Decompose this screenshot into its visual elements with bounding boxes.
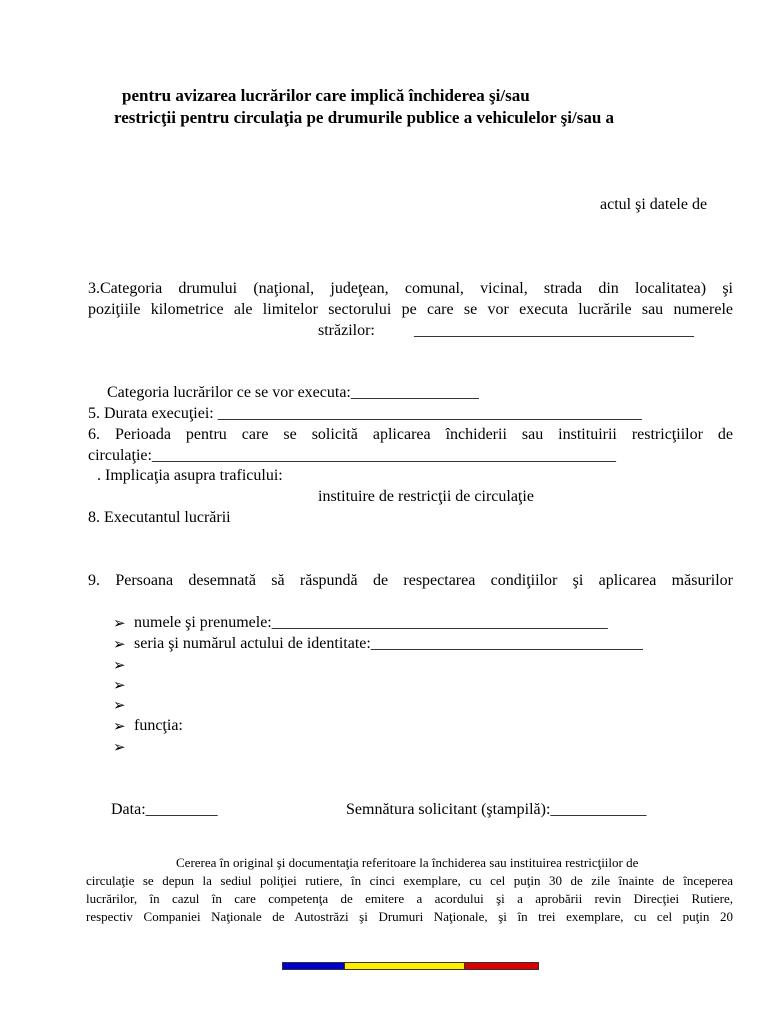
section3-line-2: poziţiile kilometrice ale limitelor sectorului pe care se vor executa lucrările sau numerele [88, 301, 733, 318]
arrow-bullet-icon: ➢ [113, 740, 126, 756]
bullet-seria: seria şi numărul actului de identitate:__________________________________ [134, 635, 643, 652]
bullet-numele: numele şi prenumele:__________________________________________ [134, 614, 608, 631]
item-5-durata: 5. Durata execuţiei: _____________________________________________________ [88, 405, 642, 422]
title-line-1: pentru avizarea lucrărilor care implică închiderea şi/sau [122, 86, 530, 105]
arrow-bullet-icon: ➢ [113, 637, 126, 653]
arrow-bullet-icon: ➢ [113, 658, 126, 674]
item-6-line-2: circulaţie:__________________________________________________________ [88, 447, 616, 464]
footer-line-4: respectiv Companiei Naţionale de Autostrăzi şi Drumuri Naţionale, şi în trei exemplare, cu cel puţin 20 [86, 909, 733, 924]
item-8-executantul: 8. Executantul lucrării [88, 509, 231, 526]
item-6-line-1: 6. Perioada pentru care se solicită aplicarea închiderii sau instituirii restricţiilor de [88, 426, 733, 443]
item-implicatia: . Implicaţia asupra traficului: [97, 467, 283, 484]
footer-line-1: Cererea în original şi documentaţia referitoare la închiderea sau instituirea restricţiilor de [176, 855, 639, 870]
arrow-bullet-icon: ➢ [113, 698, 126, 714]
flag-yellow-stripe [344, 962, 465, 970]
bullet-functia: funcţia: [134, 717, 183, 734]
date-field: Data:_________ [111, 801, 218, 818]
title-line-2: restricţii pentru circulaţia pe drumurile publice a vehiculelor şi/sau a [114, 108, 615, 127]
section3-line-3: străzilor: [318, 322, 375, 339]
item-9-persoana: 9. Persoana desemnată să răspundă de respectarea condiţiilor şi aplicarea măsurilor [88, 572, 733, 589]
actul-line: actul şi datele de [600, 196, 708, 213]
arrow-bullet-icon: ➢ [113, 678, 126, 694]
flag-blue-stripe [282, 962, 345, 970]
footer-line-3: lucrărilor, în cazul în care competenţa de emitere a acordului şi a aprobării revin Direcţiei Rutiere, [86, 891, 733, 906]
section3-line-1: 3.Categoria drumului (naţional, judeţean, comunal, vicinal, strada din localitatea) şi [88, 280, 733, 297]
footer-line-2: circulaţie se depun la sediul poliţiei rutiere, în cinci exemplare, cu cel puţin 30 de zile înainte de începerea [86, 873, 733, 888]
signature-field: Semnătura solicitant (ştampilă):____________ [346, 801, 647, 818]
arrow-bullet-icon: ➢ [113, 719, 126, 735]
flag-red-stripe [464, 962, 539, 970]
arrow-bullet-icon: ➢ [113, 616, 126, 632]
section3-blank: ___________________________________ [414, 322, 694, 339]
item-instituire: instituire de restricţii de circulaţie [318, 488, 534, 505]
item-categoria-lucrarilor: Categoria lucrărilor ce se vor executa:________________ [107, 384, 479, 401]
